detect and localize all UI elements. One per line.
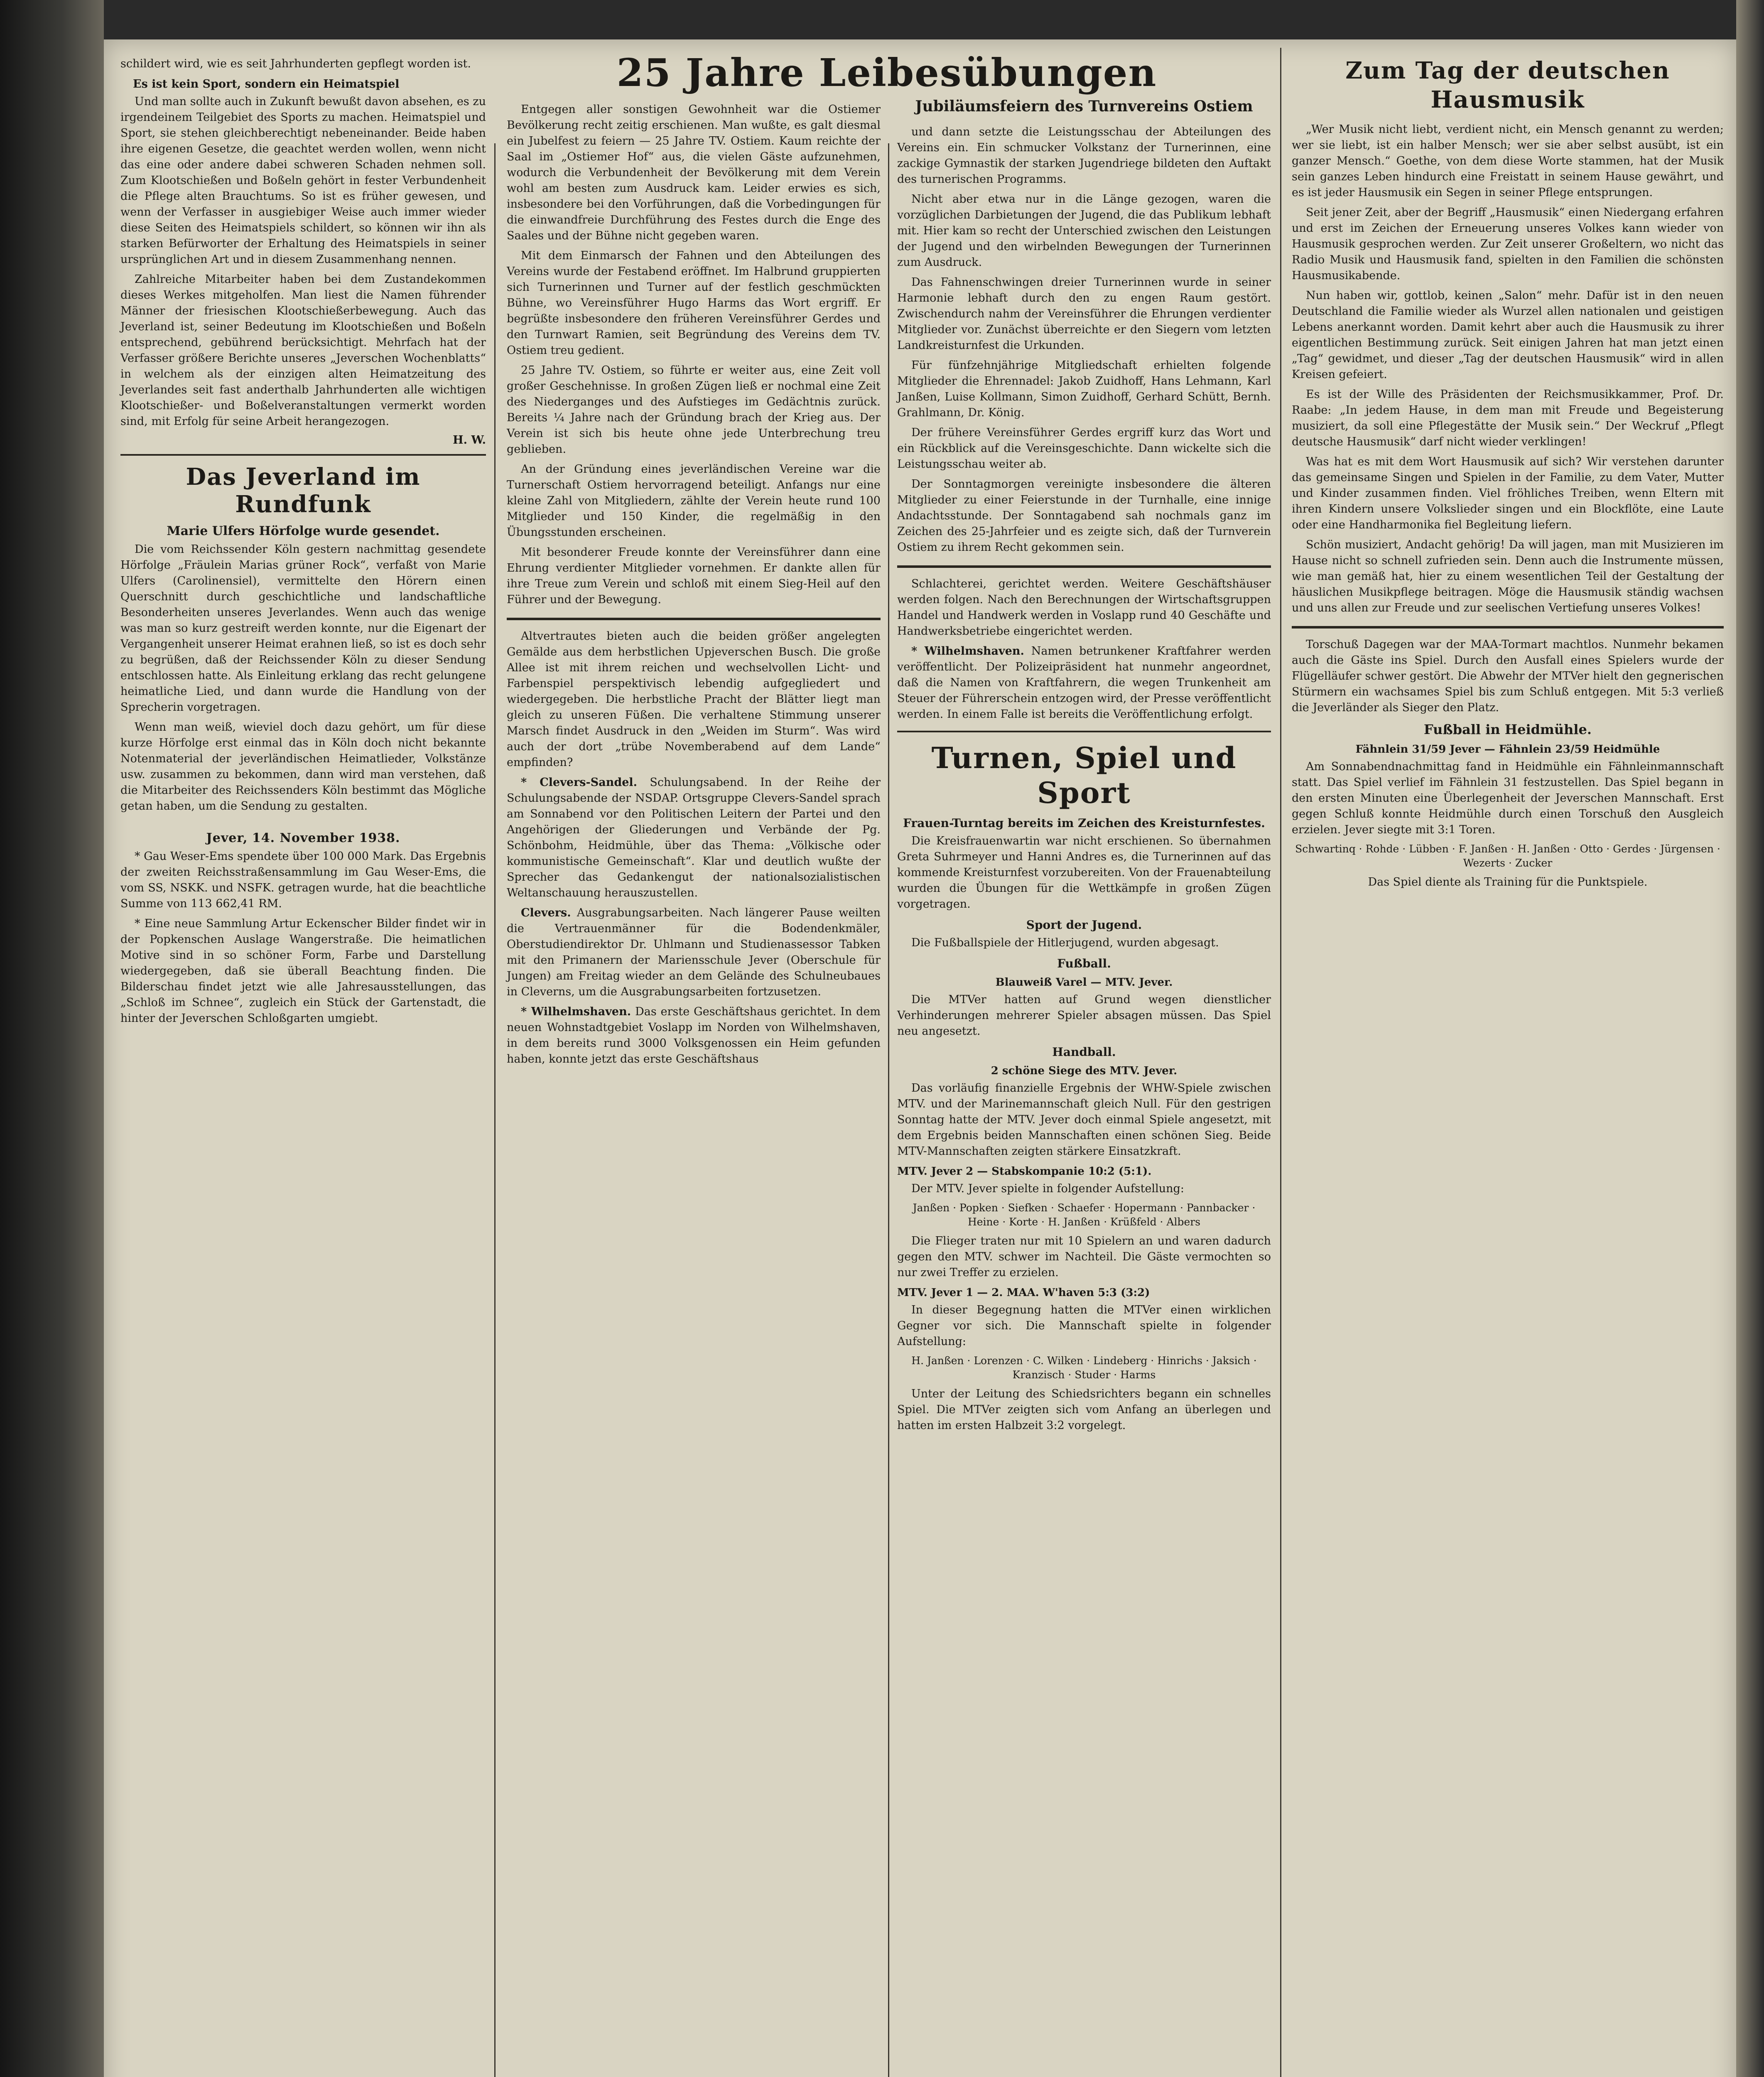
news-head: * Clevers-Sandel. xyxy=(521,776,638,789)
column-rule xyxy=(494,143,496,2077)
article-paragraph: Und man sollte auch in Zukunft bewußt davon absehen, es zu irgendeinem Teilgebiet des Sports zu machen. Heimatspiel und Sport, sie stehen gleichberechtigt nebeneinander. Beide haben ihre eigenen Gesetze, die geachtet werden wollen, wenn nicht das eine oder andere dabei schweren Schaden nehmen soll. Zum Klootschießen und Boßeln gehört in fester Verbundenheit die Pflege alten Brauchtums. So ist es früher gewesen, und wenn der Verfasser in ausgiebiger Weise auch immer wieder diese Seiten des Heimatspiels schildert, so können wir ihn als starken Befürworter der Erhaltung des Heimatspiels in seiner ursprünglichen Art und in diesem Zusammenhang nennen. xyxy=(120,95,486,266)
article-paragraph: Es ist der Wille des Präsidenten der Reichsmusikkammer, Prof. Dr. Raabe: „In jedem Hause, in dem man mit Freude und Begeisterung musiziert, da soll eine Pflegestätte der Musik sein.“ Der Weckruf „Pflegt deutsche Hausmusik“ darf nicht wieder verklingen! xyxy=(1292,388,1724,448)
article-paragraph: Mit besonderer Freude konnte der Vereinsführer dann eine Ehrung verdienter Mitglieder vornehmen. Er dankte allen für ihre Treue zum Verein und schloß mit einem Sieg-Heil auf den Führer und der Bewegung. xyxy=(507,546,881,606)
news-item xyxy=(507,775,881,901)
newspaper-page xyxy=(104,39,1736,2077)
football-match: Blauweiß Varel — MTV. Jever. xyxy=(995,976,1173,989)
article-paragraph: In dieser Begegnung hatten die MTVer einen wirklichen Gegner vor sich. Die Mannschaft spielte in folgender Aufstellung: xyxy=(897,1304,1271,1348)
article-paragraph: Der frühere Vereinsführer Gerdes ergriff kurz das Wort und ein Rückblick auf die Vereinsgeschichte. Dann wickelte sich die Leistungsschau weiter ab. xyxy=(897,426,1271,471)
news-item xyxy=(507,905,881,1000)
closing-line: Das Spiel diente als Training für die Punktspiele. xyxy=(1368,876,1648,889)
section-divider xyxy=(897,731,1271,732)
rundfunk-subhead: Marie Ulfers Hörfolge wurde gesendet. xyxy=(167,524,440,538)
handball-head: Handball. xyxy=(1052,1045,1116,1059)
article-paragraph: Unter der Leitung des Schiedsrichters begann ein schnelles Spiel. Die MTVer zeigten sich vom Anfang an überlegen und hatten im ersten Halbzeit 3:2 vorgelegt. xyxy=(897,1387,1271,1432)
section-divider xyxy=(120,454,486,456)
news-item xyxy=(507,1004,881,1067)
news-body: Ausgrabungsarbeiten. Nach längerer Pause weilten die Vertrauenmänner für die Bodendenkmäler, Oberstudiendirektor Dr. Uhlmann und Studienassessor Tabken mit den Primanern der Mariensschule Jever (Oberschule für Jungen) am Freitag wieder an dem Gelände des Schulneubaues in Cleverns, um die Ausgrabungsarbeiten fortzusetzen. xyxy=(507,906,881,998)
article-paragraph: Nicht aber etwa nur in die Länge gezogen, waren die vorzüglichen Darbietungen der Jugend, die das Publikum lebhaft mit. Hier kam so recht der Unterschied zwischen den Leistungen der Jugend und den wirbelnden Bewegungen der Turnerinnen zum Ausdruck. xyxy=(897,193,1271,269)
heidmuehle-head: Fußball in Heidmühle. xyxy=(1423,722,1592,737)
article-paragraph: Für fünfzehnjährige Mitgliedschaft erhielten folgende Mitglieder die Ehrennadel: Jakob Zuidhoff, Hans Lehmann, Karl Janßen, Luise Kollmann, Simon Zuidhoff, Gerhard Schütt, Bernh. Grahlmann, Dr. König. xyxy=(897,359,1271,419)
team-lineup: Janßen · Popken · Siefken · Schaefer · Hopermann · Pannbacker · Heine · Korte · H. Janßen · Krüßfeld · Albers xyxy=(913,1202,1256,1228)
news-item: * Eine neue Sammlung Artur Eckenscher Bilder findet wir in der Popkenschen Auslage Wangerstraße. Die heimatlichen Motive sind in so schöner Form, Farbe und Darstellung wiedergegeben, daß sie überall Beachtung finden. Die Bilderschau findet jetzt wie alle Jahresausstellungen, das „Schloß im Schnee“, zugleich ein Stück der Gartenstadt, die hinter der Jeverschen Schloßgarten umgiebt. xyxy=(120,917,486,1025)
article-paragraph: Nun haben wir, gottlob, keinen „Salon“ mehr. Dafür ist in den neuen Deutschland die Familie wieder als Wurzel allen nationalen und geistigen Lebens anerkannt worden. Damit kehrt aber auch die Hausmusik zu ihrer eigentlichen Bestimmung zurück. Seit einigen Jahren hat man jetzt einen „Tag“ gewidmet, und dieser „Tag der deutschen Hausmusik“ wird in allen Kreisen gefeiert. xyxy=(1292,289,1724,381)
team-lineup: Schwartinq · Rohde · Lübben · F. Janßen · H. Janßen · Otto · Gerdes · Jürgensen · Wezerts · Zucker xyxy=(1295,843,1720,869)
column-4 xyxy=(1292,56,1724,894)
youth-sport-head: Sport der Jugend. xyxy=(1026,918,1142,932)
article-paragraph: Torschuß Dagegen war der MAA-Tormart machtlos. Nunmehr bekamen auch die Gäste ins Spiel. Durch den Ausfall eines Spielers wurde der Flügelläufer schwer gestört. Die Abwehr der MTVer hielt den gegnerischen Stürmern ein wachsames Spiel bis zum Schluß entgegen. Mit 5:3 verließ die Jeverländer als Sieger den Platz. xyxy=(1292,638,1724,714)
dateline-place: Jever, xyxy=(206,831,248,845)
team-lineup: H. Janßen · Lorenzen · C. Wilken · Lindeberg · Hinrichs · Jaksich · Kranzisch · Studer · Harms xyxy=(911,1355,1257,1381)
section-divider xyxy=(507,618,881,620)
article-paragraph: An der Gründung eines jeverländischen Vereine war die Turnerschaft Ostiem hervorragend beteiligt. Anfangs nur eine kleine Zahl von Mitgliedern, zählte der Verein heute rund 100 Mitglieder und 150 Kinder, die regelmäßig in den Übungsstunden erscheinen. xyxy=(507,463,881,539)
news-head: * Wilhelmshaven. xyxy=(521,1005,631,1018)
match-result: MTV. Jever 1 — 2. MAA. W'haven 5:3 (3:2) xyxy=(897,1286,1150,1299)
news-body: Schulungsabend. In der Reihe der Schulungsabende der NSDAP. Ortsgruppe Clevers-Sandel sprach am Sonnabend vor den Politischen Leitern der Partei und den Angehörigen der Gliederungen und Verbände der Pg. Schönbohm, Heidmühle, über das Thema: „Völkische oder kommunistische Gemeinschaft“. Klar und deutlich wußte der Sprecher das Gedankengut der nationalsozialistischen Weltanschauung herauszustellen. xyxy=(507,776,881,899)
article-paragraph: Die Kreisfrauenwartin war nicht erschienen. So übernahmen Greta Suhrmeyer und Hanni Andres es, die Turnerinnen auf das kommende Kreisturnfest vorzubereiten. Von der Frauenabteilung wurden die Übungen für die Wettkämpfe in großen Zügen vorgetragen. xyxy=(897,835,1271,911)
dateline xyxy=(120,831,486,845)
column-rule xyxy=(1280,48,1281,2077)
heidmuehle-subhead: Fähnlein 31/59 Jever — Fähnlein 23/59 Heidmühle xyxy=(1355,743,1660,756)
intro-text: schildert wird, wie es seit Jahrhunderten gepflegt worden ist. xyxy=(120,57,471,70)
handball-subhead: 2 schöne Siege des MTV. Jever. xyxy=(991,1065,1178,1077)
column-3 xyxy=(897,98,1271,1438)
article-paragraph: Was hat es mit dem Wort Hausmusik auf sich? Wir verstehen darunter das gemeinsame Singen und Spielen in der Familie, zu dem Vater, Mutter und Kinder zusammen finden. Viel fröhliches Treiben, wenn Eltern mit ihren Kindern unsere Volkslieder singen und ein Blockflöte, eine Laute oder eine Handharmonika fiel Begleitung liefern. xyxy=(1292,455,1724,531)
article-paragraph: Entgegen aller sonstigen Gewohnheit war die Ostiemer Bevölkerung recht zeitig erschienen. Man wußte, es galt diesmal ein Jubelfest zu feiern — 25 Jahre TV. Ostiem. Kaum reichte der Saal im „Ostiemer Hof“ aus, die vielen Gäste aufzunehmen, wodurch die Verbundenheit der Bevölkerung mit dem Verein wohl am besten zum Ausdruck kam. Leider erwies es sich, insbesondere bei den Vorführungen, daß die Vorbedingungen für die einwandfreie Durchführung des Festes durch die Enge des Saales und der Bühne nicht gegeben waren. xyxy=(507,103,881,242)
section-subhead: Es ist kein Sport, sondern ein Heimatspiel xyxy=(133,78,400,91)
article-paragraph: Die Fußballspiele der Hitlerjugend, wurden abgesagt. xyxy=(911,936,1219,949)
section-divider xyxy=(1292,626,1724,629)
author-signature: H. W. xyxy=(453,434,486,447)
news-head: Clevers. xyxy=(521,906,571,919)
news-item: Schlachterei, gerichtet werden. Weitere Geschäftshäuser werden folgen. Nach den Berechnungen der Wirtschaftsgruppen Handel und Handwerk werden in Voslapp rund 40 Geschäfte und Handwerksbetriebe eingerichtet werden. xyxy=(897,577,1271,638)
hausmusik-headline: Zum Tag der deutschen Hausmusik xyxy=(1345,57,1670,113)
article-paragraph: Altvertrautes bieten auch die beiden größer angelegten Gemälde aus dem herbstlichen Upjeverschen Busch. Die große Allee ist mit ihrem reichen und wechselvollen Licht- und Farbenspiel perspektivisch lebendig aufgegliedert und wiedergegeben. Die herbstliche Pracht der Blätter liegt man gleich zu unseren Füßen. Die verhaltene Stimmung unserer Marsch findet Ausdruck in den „Weiden im Sturm“. Was wird auch der dort „trübe Novemberabend auf dem Lande“ empfinden? xyxy=(507,630,881,769)
column-2 xyxy=(507,102,881,1071)
article-paragraph: Der Sonntagmorgen vereinigte insbesondere die älteren Mitglieder zu einer Feierstunde in der Turnhalle, eine innige Andachtsstunde. Der Sonntagabend sah nochmals ganz im Zeichen des 25-Jahrfeier und es zeigte sich, daß der Turnverein Ostiem zu ihrem Recht gekommen sein. xyxy=(897,478,1271,554)
article-paragraph: „Wer Musik nicht liebt, verdient nicht, ein Mensch genannt zu werden; wer sie liebt, ist ein halber Mensch; wer sie aber selbst ausübt, ist ein ganzer Mensch.“ Goethe, von dem diese Worte stammen, hat der Musik sein ganzes Leben hindurch eine Freistatt in seinem Hause gewährt, und es ist jeder Hausmusik ein Segen in seiner Pflege entsprungen. xyxy=(1292,123,1724,199)
column-rule xyxy=(888,143,889,2077)
sport-headline: Turnen, Spiel und Sport xyxy=(931,741,1237,810)
article-paragraph: Am Sonnabendnachmittag fand in Heidmühle ein Fähnleinmannschaft statt. Das Spiel verlief im Fähnlein 31 festzustellen. Das Spiel begann in den ersten Minuten eine Überlegenheit der Jeverschen Mannschaft. Erst gegen Schluß konnte Heidmühle durch einen Torschuß den Ausgleich erzielen. Jever siegte mit 3:1 Toren. xyxy=(1292,760,1724,836)
article-paragraph: Die Flieger traten nur mit 10 Spielern an und waren dadurch gegen den MTV. schwer im Nachteil. Die Gäste vermochten so nur zwei Treffer zu erzielen. xyxy=(897,1235,1271,1279)
news-body: Das erste Geschäftshaus gerichtet. In dem neuen Wohnstadtgebiet Voslapp im Norden von Wilhelmshaven, in dem bereits rund 3000 Volksgenossen ein Heim gefunden haben, konnte jetzt das erste Geschäftshaus xyxy=(507,1005,881,1066)
article-paragraph: Die vom Reichssender Köln gestern nachmittag gesendete Hörfolge „Fräulein Marias grüner Rock“, verfaßt von Marie Ulfers (Carolinensiel), vermittelte den Hörern einen Querschnitt durch geschichtliche und landschaftliche Besonderheiten unseres Jeverlandes. Wenn auch das wenige was man so kurz gestreift werden konnte, nur die Eigenart der Vergangenheit unserer Heimat erahnen ließ, so ist es doch sehr zu begrüßen, daß der Reichssender Köln zu dieser Sendung entschlossen hatte. Als Einleitung erklang das recht gelungene heimatliche Lied, und dann wurde die Handlung von der Sprecherin vorgetragen. xyxy=(120,543,486,714)
section-divider xyxy=(897,565,1271,568)
article-paragraph: Der MTV. Jever spielte in folgender Aufstellung: xyxy=(911,1182,1184,1195)
football-head: Fußball. xyxy=(1057,957,1111,970)
rundfunk-headline: Das Jeverland im Rundfunk xyxy=(186,463,421,518)
article-paragraph: Das vorläufig finanzielle Ergebnis der WHW-Spiele zwischen MTV. und der Marinemannschaft gleich Null. Für den gestrigen Sonntag hatte der MTV. Jever doch einmal Spiele angesetzt, mit dem Ergebnis beiden Mannschaften einen schönen Sieg. Beide MTV-Mannschaften zeigten stärkere Einsatzkraft. xyxy=(897,1082,1271,1158)
scan-binding-edge xyxy=(0,0,104,2077)
news-item: * Gau Weser-Ems spendete über 100 000 Mark. Das Ergebnis der zweiten Reichsstraßensammlung im Gau Weser-Ems, die vom SS, NSKK. und NSFK. getragen wurde, hat die beachtliche Summe von 113 662,41 RM. xyxy=(120,850,486,910)
main-headline-block xyxy=(507,52,1267,93)
news-head: * Wilhelmshaven. xyxy=(911,645,1024,658)
article-paragraph: Schön musiziert, Andacht gehörig! Da will jagen, man mit Musizieren im Hause nicht so schnell zufrieden sein. Denn auch die Instrumente müssen, wie man gemäß hat, hier zu einem wesentlichen Teil der Gestaltung der häuslichen Musikpflege beitragen. Möge die Hausmusik ständig wachsen und uns allen zur Freude und zur seelischen Vertiefung unseres Volkes! xyxy=(1292,538,1724,614)
match-result: MTV. Jever 2 — Stabskompanie 10:2 (5:1). xyxy=(897,1165,1152,1178)
sport-subhead: Frauen-Turntag bereits im Zeichen des Kreisturnfestes. xyxy=(903,816,1265,830)
article-paragraph: und dann setzte die Leistungsschau der Abteilungen des Vereins ein. Ein schmucker Volkstanz der Turnerinnen, eine zackige Gymnastik der starken Jugendriege bildeten den Auftakt des turnerischen Programms. xyxy=(897,125,1271,186)
article-paragraph: Die MTVer hatten auf Grund wegen dienstlicher Verhinderungen mehrerer Spieler absagen müssen. Das Spiel neu angesetzt. xyxy=(897,993,1271,1038)
article-paragraph: Seit jener Zeit, aber der Begriff „Hausmusik“ einen Niedergang erfahren und erst im Zeichen der Erneuerung unseres Volkes kann wieder von Hausmusik gesprochen werden. Zur Zeit unserer Großeltern, wo nicht das Radio Musik und Hausmusik fand, spielten in den Familien die schönsten Hausmusikabende. xyxy=(1292,206,1724,282)
article-paragraph: Das Fahnenschwingen dreier Turnerinnen wurde in seiner Harmonie lebhaft durch den zu engen Raum gestört. Zwischendurch nahm der Vereinsführer die Ehrungen verdienter Mitglieder vor. Zunächst überreichte er den Siegern vom letzten Landkreisturnfest die Urkunden. xyxy=(897,276,1271,352)
main-headline: 25 Jahre Leibesübungen xyxy=(616,50,1157,95)
dateline-date: 14. November 1938. xyxy=(252,831,400,845)
article-paragraph: Zahlreiche Mitarbeiter haben bei dem Zustandekommen dieses Werkes mitgeholfen. Man liest die Namen führender Männer der friesischen Klootschießerbewegung. Auch das Jeverland ist, seiner Bedeutung im Klootschießen und Boßeln entsprechend, gebührend berücksichtigt. Mehrfach hat der Verfasser größere Berichte unseres „Jeverschen Wochenblatts“ in welchem als der einzigen alten Heimatzeitung des Jeverlandes seit fast anderthalb Jahrhunderten alle wichtigen Klootschießer- und Boßelveranstaltungen vermerkt worden sind, mit Erfolg für seine Arbeit herangezogen. xyxy=(120,273,486,428)
article-paragraph: Mit dem Einmarsch der Fahnen und den Abteilungen des Vereins wurde der Festabend eröffnet. Im Halbrund gruppierten sich Turnerinnen und Turner auf der festlich geschmückten Bühne, wo Vereinsführer Hugo Harms das Wort ergriff. Er begrüßte insbesondere den früheren Vereinsführer Gerdes und den Turnwart Ramien, seit Begründung des Vereins dem TV. Ostiem treu gedient. xyxy=(507,249,881,357)
article-paragraph: 25 Jahre TV. Ostiem, so führte er weiter aus, eine Zeit voll großer Geschehnisse. In großen Zügen ließ er nochmal eine Zeit des Niederganges und des Aufstieges im Gedächtnis zurück. Bereits ¼ Jahre nach der Gründung brach der Krieg aus. Der Verein ist sich bis heute ohne jede Unterbrechung treu geblieben. xyxy=(507,364,881,456)
main-subheadline: Jubiläumsfeiern des Turnvereins Ostiem xyxy=(915,98,1253,115)
news-body: Namen betrunkener Kraftfahrer werden veröffentlicht. Der Polizeipräsident hat nunmehr angeordnet, daß die Namen von Kraftfahrern, die wegen Trunkenheit am Steuer der Führerschein entzogen wird, der Presse veröffentlicht werden. In einem Falle ist bereits die Veröffentlichung erfolgt. xyxy=(897,645,1271,721)
news-item xyxy=(897,643,1271,722)
scan-right-edge xyxy=(1736,0,1764,2077)
article-paragraph: Wenn man weiß, wieviel doch dazu gehört, um für diese kurze Hörfolge erst einmal das in Köln doch nicht bekannte Notenmaterial der jeverländischen Heimatlieder, Volkstänze usw. zusammen zu bekommen, dann wird man verstehen, daß die Mitarbeiter des Reichssenders Köln bestimmt das Mögliche getan haben, um die Sendung zu gestalten. xyxy=(120,721,486,813)
column-1 xyxy=(120,56,486,1031)
